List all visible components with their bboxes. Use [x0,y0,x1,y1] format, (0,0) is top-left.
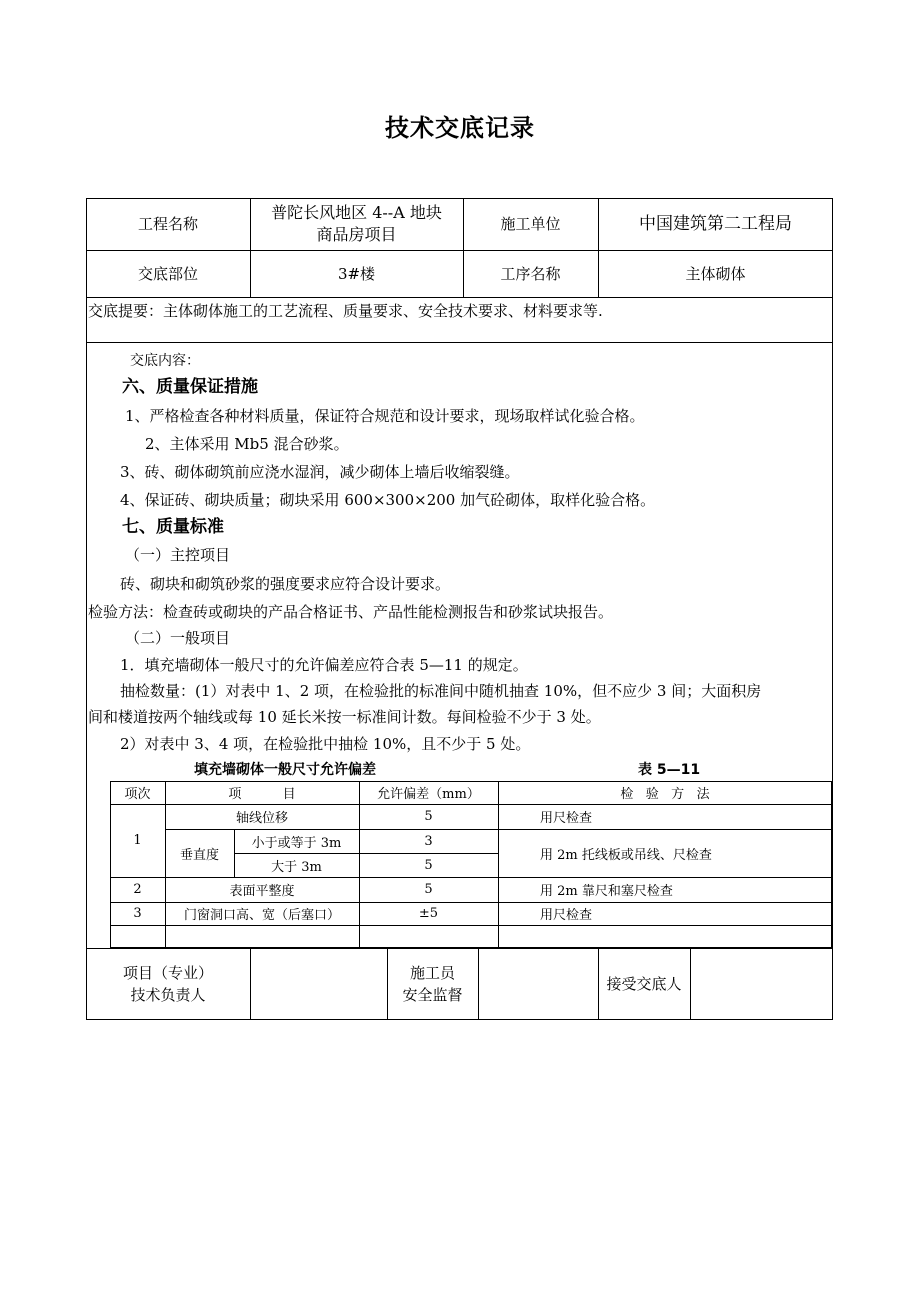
divider [498,781,499,948]
row2-method: 用 2m 靠尺和塞尺检查 [540,884,673,899]
col-header-item: 项 目 [228,787,296,802]
col-header-method: 检 验 方 法 [620,787,710,802]
s6-item-1: 1、严格检查各种材料质量，保证符合规范和设计要求，现场取样试化验合格。 [125,407,645,425]
general-items-heading: （二）一般项目 [125,629,231,647]
sampling-line-3: 2）对表中 3、4 项，在检验批中抽检 10%，且不少于 5 处。 [120,735,531,753]
col-header-no: 项次 [124,787,151,802]
worker-signature[interactable] [478,948,598,1020]
tech-leader-line2: 技术负责人 [130,986,206,1004]
process-name-value: 主体砌体 [685,264,746,283]
tech-leader-signature[interactable] [250,948,387,1020]
row1b-tolerance: 3 [424,833,433,849]
row1c-tolerance: 5 [424,857,433,873]
row1b-subitem: 小于或等于 3m [251,835,342,851]
sampling-line-2: 间和楼道按两个轴线或每 10 延长米按一标准间计数。每间检验不少于 3 处。 [88,708,601,726]
subtable-number: 表 5—11 [638,762,701,778]
row2-item: 表面平整度 [229,884,295,899]
page-title: 技术交底记录 [385,114,535,142]
disclosure-part-value: 3#楼 [337,264,376,283]
disclosure-part-label: 交底部位 [137,264,198,283]
divider [86,297,833,298]
section7-heading: 七、质量标准 [122,517,224,537]
s6-item-4: 4、保证砖、砌块质量；砌块采用 600×300×200 加气砼砌体，取样化验合格。 [120,491,656,509]
inspection-method: 检验方法：检查砖或砌块的产品合格证书、产品性能检测报告和砂浆试块报告。 [88,603,614,621]
section6-heading: 六、质量保证措施 [122,377,258,397]
row2-number: 2 [133,882,142,897]
worker-line2: 安全监督 [402,986,463,1004]
s6-item-2: 2、主体采用 Mb5 混合砂浆。 [145,435,349,453]
s6-item-3: 3、砖、砌体砌筑前应浇水湿润，减少砌体上墙后收缩裂缝。 [120,463,520,481]
row3-method: 用尺检查 [540,908,593,923]
project-name-line2: 商品房项目 [316,225,397,244]
col-header-tolerance: 允许偏差（mm） [377,787,480,802]
subtable-caption: 填充墙砌体一般尺寸允许偏差 [194,762,376,778]
general-item-1: 1．填充墙砌体一般尺寸的允许偏差应符合表 5—11 的规定。 [120,656,528,674]
tech-leader-line1: 项目（专业） [122,964,213,982]
row2-tolerance: 5 [424,882,433,897]
project-name-label: 工程名称 [137,215,198,233]
content-intro: 交底内容： [130,353,200,369]
receiver-signature[interactable] [690,948,833,1020]
disclosure-summary: 交底提要：主体砌体施工的工艺流程、质量要求、安全技术要求、材料要求等. [88,302,603,320]
construction-unit-label: 施工单位 [500,215,561,233]
project-name-line1: 普陀长风地区 4--A 地块 [271,203,442,222]
row1a-item: 轴线位移 [235,811,288,826]
divider [110,925,832,926]
row3-item: 门窗洞口高、宽（后塞口） [183,908,340,923]
row1bc-method: 用 2m 托线板或吊线、尺检查 [540,847,712,863]
process-name-label: 工序名称 [500,264,561,283]
row1a-tolerance: 5 [424,809,433,824]
construction-unit-value: 中国建筑第二工程局 [639,214,792,234]
divider [86,342,833,343]
row1c-subitem: 大于 3m [271,859,322,875]
row3-number: 3 [133,906,142,921]
row1-vertical-label: 垂直度 [179,847,219,863]
main-items-heading: （一）主控项目 [125,546,231,564]
worker-line1: 施工员 [409,964,455,982]
row1a-method: 用尺检查 [540,811,593,826]
main-items-text: 砖、砌块和砌筑砂浆的强度要求应符合设计要求。 [120,575,451,593]
sampling-line-1: 抽检数量：(1）对表中 1、2 项，在检验批的标准间中随机抽查 10%，但不应少 3 间；大面积房 [120,682,762,700]
project-name-value [250,198,463,250]
worker-safety-label [387,948,478,1020]
tech-leader-label [86,948,250,1020]
receiver-label: 接受交底人 [606,975,682,993]
row3-tolerance: ±5 [418,906,439,921]
row1-number: 1 [133,833,142,848]
